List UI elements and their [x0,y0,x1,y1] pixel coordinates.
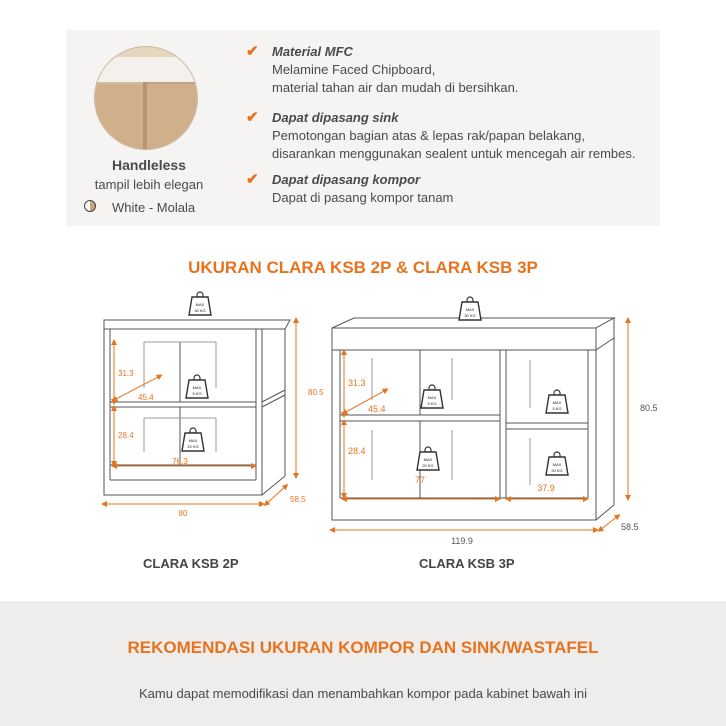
feature-line: Dapat di pasang kompor tanam [272,190,454,205]
ksb3p-depth-label: 58.5 [621,522,639,532]
ksb3p-cabinet [332,318,614,520]
weight-line1: MAX [195,302,205,307]
ksb2p-width-label: 80 [178,509,188,518]
ksb3p-shelf-height-top-label: 31.3 [348,378,366,388]
dimensions-heading: UKURAN CLARA KSB 2P & CLARA KSB 3P [188,258,538,277]
feature-line: Melamine Faced Chipboard, [272,62,436,77]
ksb3p-inner-width-left-label: 77 [414,475,426,485]
ksb2p-shelf-height-top-label: 31.3 [118,369,134,378]
ksb3p-width-label: 119.9 [451,536,473,546]
weight-line1: MAX [192,385,202,390]
check-icon: ✔ [246,43,259,60]
ksb3p-label: CLARA KSB 3P [419,556,515,571]
recommendation-heading: REKOMENDASI UKURAN KOMPOR DAN SINK/WASTAFEL [127,638,599,657]
check-icon: ✔ [246,109,259,126]
color-label: White - Molala [112,200,196,215]
feature-line: Pemotongan bagian atas & lepas rak/papan belakang, [272,128,585,143]
ksb3p-height-label: 80.5 [640,403,658,413]
weight-line2: 5 KG [552,406,562,411]
cabinet-dimension-diagram [0,280,726,610]
ksb3p-shelf-height-bottom-label: 28.4 [348,446,366,456]
feature-title: Material MFC [272,44,353,59]
handleless-title: Handleless [112,157,186,173]
ksb2p-cabinet [104,320,290,495]
weight-line2: 20 KG [551,468,563,473]
weight-line1: MAX [188,438,198,443]
weight-icon [459,297,481,320]
color-half-circle-icon [84,200,96,212]
check-icon: ✔ [246,171,259,188]
ksb2p-label: CLARA KSB 2P [143,556,239,571]
ksb2p-inner-width-label: 76.3 [172,457,188,466]
weight-line2: 30 KG [464,313,476,318]
ksb2p-shelf-height-bottom-label: 28.4 [118,431,134,440]
weight-line2: 5 KG [192,391,202,396]
weight-icon [189,292,211,315]
weight-line2: 20 KG [187,444,199,449]
feature-title: Dapat dipasang sink [272,110,399,125]
weight-line2: 20 KG [422,463,434,468]
material-swatch-image [95,47,197,149]
weight-line1: MAX [427,395,437,400]
feature-line: disarankan menggunakan sealent untuk mencegah air rembes. [272,146,636,161]
feature-title: Dapat dipasang kompor [272,172,421,187]
ksb3p-inner-width-right-label: 37.9 [537,483,555,493]
ksb2p-height-label: 80.5 [308,388,324,397]
ksb3p-shelf-depth-label: 45.4 [368,404,386,414]
ksb2p-shelf-depth-label: 45.4 [138,393,154,402]
handleless-subtitle: tampil lebih elegan [94,177,204,192]
ksb2p-depth-label: 58.5 [290,495,306,504]
weight-line1: MAX [552,462,562,467]
weight-line1: MAX [423,457,433,462]
recommendation-text: Kamu dapat memodifikasi dan menambahkan kompor pada kabinet bawah ini [138,686,588,701]
weight-line1: MAX [465,307,475,312]
weight-line1: MAX [552,400,562,405]
recommendation-panel [0,601,726,726]
weight-line2: 30 KG [194,308,206,313]
feature-line: material tahan air dan mudah di bersihkan. [272,80,519,95]
weight-line2: 5 KG [427,401,437,406]
